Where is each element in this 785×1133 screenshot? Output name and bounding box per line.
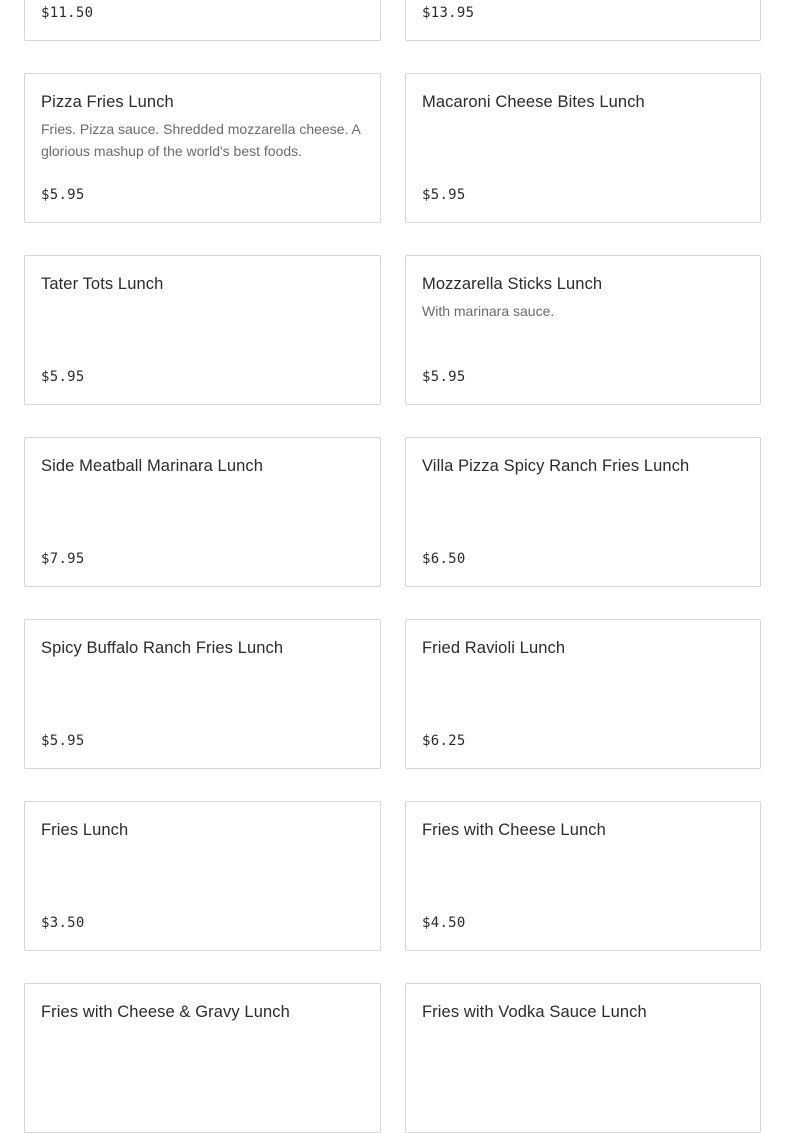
menu-item-name: Tater Tots Lunch <box>41 275 164 293</box>
menu-item-price: $5.95 <box>422 187 466 203</box>
menu-item-name: Fried Ravioli Lunch <box>422 639 566 657</box>
menu-item-price: $13.95 <box>422 5 475 21</box>
menu-item-price: $6.25 <box>422 733 466 749</box>
menu-item-card[interactable] <box>24 0 381 41</box>
menu-items-grid <box>24 0 761 1133</box>
menu-item-card[interactable] <box>24 983 381 1133</box>
menu-item-card[interactable] <box>405 983 761 1133</box>
menu-item-card[interactable] <box>405 73 761 223</box>
menu-item-card[interactable] <box>24 619 381 769</box>
menu-item-price: $4.50 <box>422 915 466 931</box>
menu-item-card[interactable] <box>405 801 761 951</box>
menu-item-name: Fries with Cheese Lunch <box>422 821 606 839</box>
menu-item-card[interactable] <box>405 437 761 587</box>
menu-item-card[interactable] <box>405 255 761 405</box>
menu-item-name: Fries with Cheese & Gravy Lunch <box>41 1003 290 1021</box>
menu-item-name: Villa Pizza Spicy Ranch Fries Lunch <box>422 457 690 475</box>
menu-item-card[interactable] <box>24 73 381 223</box>
menu-item-card[interactable] <box>24 255 381 405</box>
menu-item-name: Spicy Buffalo Ranch Fries Lunch <box>41 639 284 657</box>
menu-item-price: $5.95 <box>41 187 85 203</box>
menu-item-price: $3.50 <box>41 915 85 931</box>
menu-item-price: $5.95 <box>41 369 85 385</box>
menu-item-name: Side Meatball Marinara Lunch <box>41 457 264 475</box>
menu-item-price: $5.95 <box>422 369 466 385</box>
menu-item-card[interactable] <box>405 619 761 769</box>
menu-item-card[interactable] <box>24 437 381 587</box>
menu-item-card[interactable] <box>24 801 381 951</box>
menu-item-name: Macaroni Cheese Bites Lunch <box>422 93 645 111</box>
menu-item-price: $11.50 <box>41 5 94 21</box>
menu-item-name: Fries Lunch <box>41 821 129 839</box>
menu-item-price: $5.95 <box>41 733 85 749</box>
menu-item-description: Fries. Pizza sauce. Shredded mozzarella cheese. A glorious mashup of the world's best foods. <box>41 121 361 159</box>
menu-item-name: Fries with Vodka Sauce Lunch <box>422 1003 647 1021</box>
menu-item-description: With marinara sauce. <box>422 303 555 319</box>
menu-item-price: $7.95 <box>41 551 85 567</box>
menu-item-name: Pizza Fries Lunch <box>41 93 174 111</box>
menu-item-card[interactable] <box>405 0 761 41</box>
menu-item-price: $6.50 <box>422 551 466 567</box>
menu-item-name: Mozzarella Sticks Lunch <box>422 275 603 293</box>
